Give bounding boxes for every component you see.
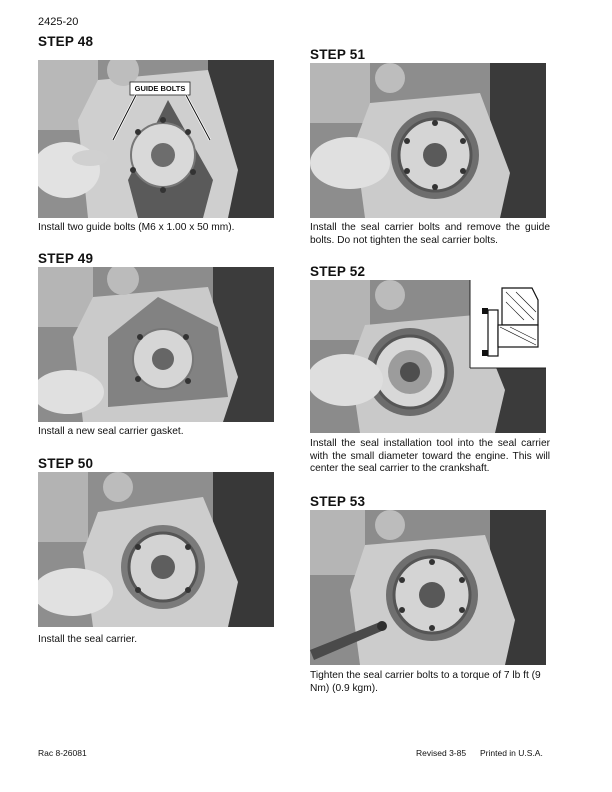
step-51-photo — [310, 63, 546, 218]
step-52-caption: Install the seal installation tool into the seal carrier with the small diameter toward the engine. This will center the seal carrier to the crankshaft. — [310, 438, 550, 474]
footer-revised: Revised 3-85 — [416, 748, 467, 758]
step-51-title: STEP 51 — [310, 47, 366, 62]
step-53-title: STEP 53 — [310, 494, 366, 509]
step-48-photo — [38, 60, 274, 218]
step-53-caption: Tighten the seal carrier bolts to a torque of 7 lb ft (9 Nm) (0.9 kgm). — [310, 670, 541, 694]
step-53-photo — [310, 510, 546, 665]
guide-bolts-callout: GUIDE BOLTS — [134, 84, 186, 93]
page-number: 2425-20 — [38, 16, 79, 28]
footer-document-number: Rac 8-26081 — [38, 748, 87, 758]
step-49-title: STEP 49 — [38, 251, 94, 266]
step-48-title: STEP 48 — [38, 34, 94, 49]
step-49-photo — [38, 267, 274, 422]
step-52-photo — [310, 280, 546, 433]
step-50-photo — [38, 472, 274, 627]
step-50-caption: Install the seal carrier. — [38, 634, 138, 645]
step-51-caption: Install the seal carrier bolts and remove the guide bolts. Do not tighten the seal carrier bolts. — [310, 222, 550, 246]
step-48-caption: Install two guide bolts (M6 x 1.00 x 50 mm). — [38, 222, 235, 233]
step-52-title: STEP 52 — [310, 264, 366, 279]
footer-printed: Printed in U.S.A. — [480, 748, 543, 758]
step-49-caption: Install a new seal carrier gasket. — [38, 426, 184, 437]
step-50-title: STEP 50 — [38, 456, 94, 471]
